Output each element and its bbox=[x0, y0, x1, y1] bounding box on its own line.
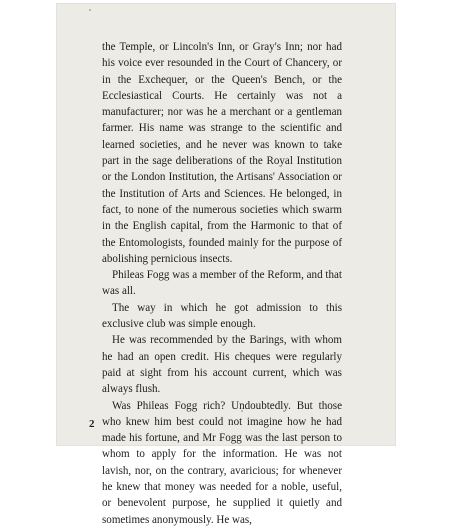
body-text bbox=[102, 39, 342, 528]
paragraph-club-admission: The way in which he got admission to this exclusive club was simple enough. bbox=[102, 301, 342, 331]
paragraph-barings: He was recommended by the Barings, with whom he had an open credit. His cheques were regularly paid at sight from his account current, which was always flush. bbox=[102, 334, 342, 396]
book-page bbox=[57, 4, 395, 526]
paragraph-fogg-rich: Was Phileas Fogg rich? Undoubtedly. But those who knew him best could not imagine how he had made his fortune, and Mr Fogg was the last person to whom to apply for the information. He was not lavish, nor, on the contrary, avaricious; for whenever he knew that money was needed for a noble, useful, or benevolent purpose, he supplied it quietly and sometimes anonymously. He was, bbox=[102, 399, 342, 526]
page-number: 2 bbox=[89, 418, 95, 430]
paragraph-continuation: the Temple, or Lincoln's Inn, or Gray's Inn; nor had his voice ever resounded in the Court of Chancery, or in the Exchequer, or the Queen's Bench, or the Ecclesiastical Courts. He certainly was not a manufacturer; nor was he a merchant or a gentleman farmer. His name was strange to the scientific and learned societies, and he never was known to take part in the sage deliberations of the Royal Institution or the London Institution, the Artisans' Association or the Institution of Arts and Sciences. He belonged, in fact, to none of the numerous societies which swarm in the English capital, from the Harmonic to that of the Entomologists, founded mainly for the purpose of abolishing pernicious insects. bbox=[102, 41, 342, 265]
paper-speck bbox=[89, 9, 91, 11]
paragraph-reform-member: Phileas Fogg was a member of the Reform, and that was all. bbox=[102, 269, 342, 298]
